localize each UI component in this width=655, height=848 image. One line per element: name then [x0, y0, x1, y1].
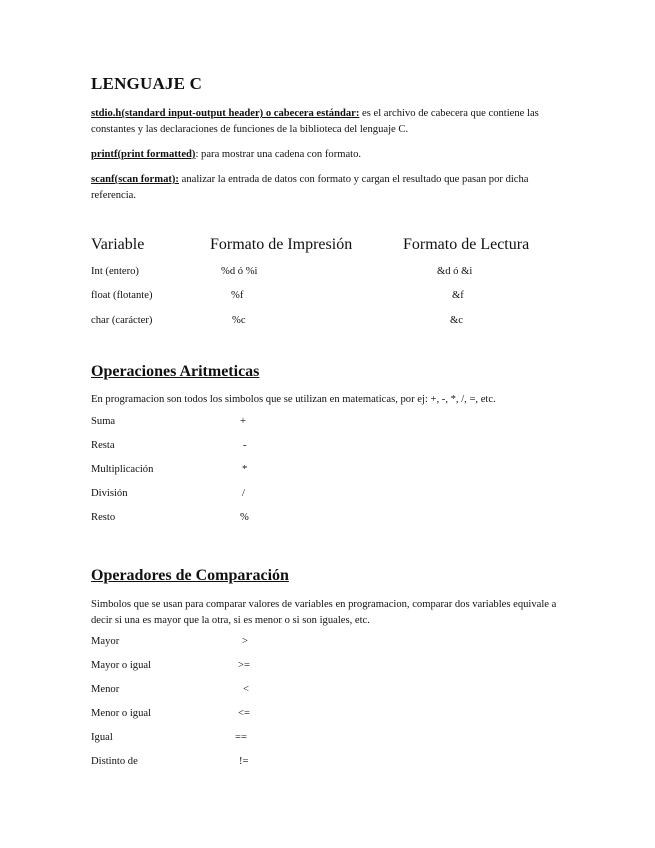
- operator-name: Suma: [91, 416, 116, 427]
- format-table-cell: float (flotante): [91, 290, 153, 301]
- format-table-cell: %d ó %i: [221, 266, 258, 277]
- operator-symbol: +: [240, 416, 246, 427]
- definition-text: es el archivo de cabecera que contiene las constantes y las declaraciones de funciones de la biblioteca del lenguaje C.: [91, 108, 539, 135]
- operator-name: Mayor: [91, 636, 120, 647]
- definition-text: analizar la entrada de datos con formato y cargan el resultado que pasan por dicha referencia.: [91, 174, 529, 201]
- section-intro-arithmetic: En programacion son todos los simbolos que se utilizan en matematicas, por ej: +, -, *, /, =, etc.: [91, 394, 496, 405]
- operator-symbol: >: [242, 636, 248, 647]
- operator-symbol: <=: [238, 708, 250, 719]
- section-intro-comparison: Simbolos que se usan para comparar valores de variables en programacion, comparar dos variables equivale a decir si una es mayor que la otra, si es menor o si son iguales, etc.: [91, 599, 557, 626]
- format-table-cell: Int (entero): [91, 266, 139, 277]
- operator-name: Menor o igual: [91, 708, 152, 719]
- format-table-cell: char (carácter): [91, 315, 153, 326]
- section-heading-arithmetic: Operaciones Aritmeticas: [91, 363, 260, 380]
- operator-symbol: %: [240, 512, 249, 523]
- format-table-header-variable: Variable: [91, 236, 145, 253]
- definition-printf: [91, 147, 563, 163]
- definition-term: scanf(scan format):: [91, 174, 179, 185]
- definition-stdio: [91, 106, 563, 138]
- operator-symbol: <: [243, 684, 249, 695]
- operator-name: Resto: [91, 512, 116, 523]
- operator-name: Distinto de: [91, 756, 138, 767]
- definition-scanf: [91, 172, 563, 204]
- operator-symbol: *: [242, 464, 248, 475]
- format-table-cell: %f: [231, 290, 244, 301]
- operator-symbol: !=: [239, 756, 249, 767]
- format-table-header-read: Formato de Lectura: [403, 236, 530, 253]
- operator-name: Resta: [91, 440, 115, 451]
- definition-text: : para mostrar una cadena con formato.: [195, 149, 362, 160]
- format-table-header-print: Formato de Impresión: [210, 236, 353, 253]
- format-table-cell: %c: [232, 315, 246, 326]
- operator-name: Igual: [91, 732, 113, 743]
- format-table-cell: &f: [452, 290, 464, 301]
- page-title: LENGUAJE C: [91, 74, 203, 93]
- operator-symbol: >=: [238, 660, 250, 671]
- section-heading-comparison: Operadores de Comparación: [91, 567, 289, 584]
- operator-name: Multiplicación: [91, 464, 154, 475]
- operator-name: Mayor o igual: [91, 660, 152, 671]
- format-table-cell: &d ó &i: [437, 266, 473, 277]
- operator-name: División: [91, 488, 128, 499]
- operator-name: Menor: [91, 684, 120, 695]
- definition-term: stdio.h(standard input-output header) o cabecera estándar:: [91, 108, 360, 119]
- format-table-cell: &c: [450, 315, 463, 326]
- definition-term: printf(print formatted): [91, 149, 196, 160]
- operator-symbol: -: [243, 440, 247, 451]
- operator-symbol: /: [242, 488, 245, 499]
- operator-symbol: ==: [235, 732, 247, 743]
